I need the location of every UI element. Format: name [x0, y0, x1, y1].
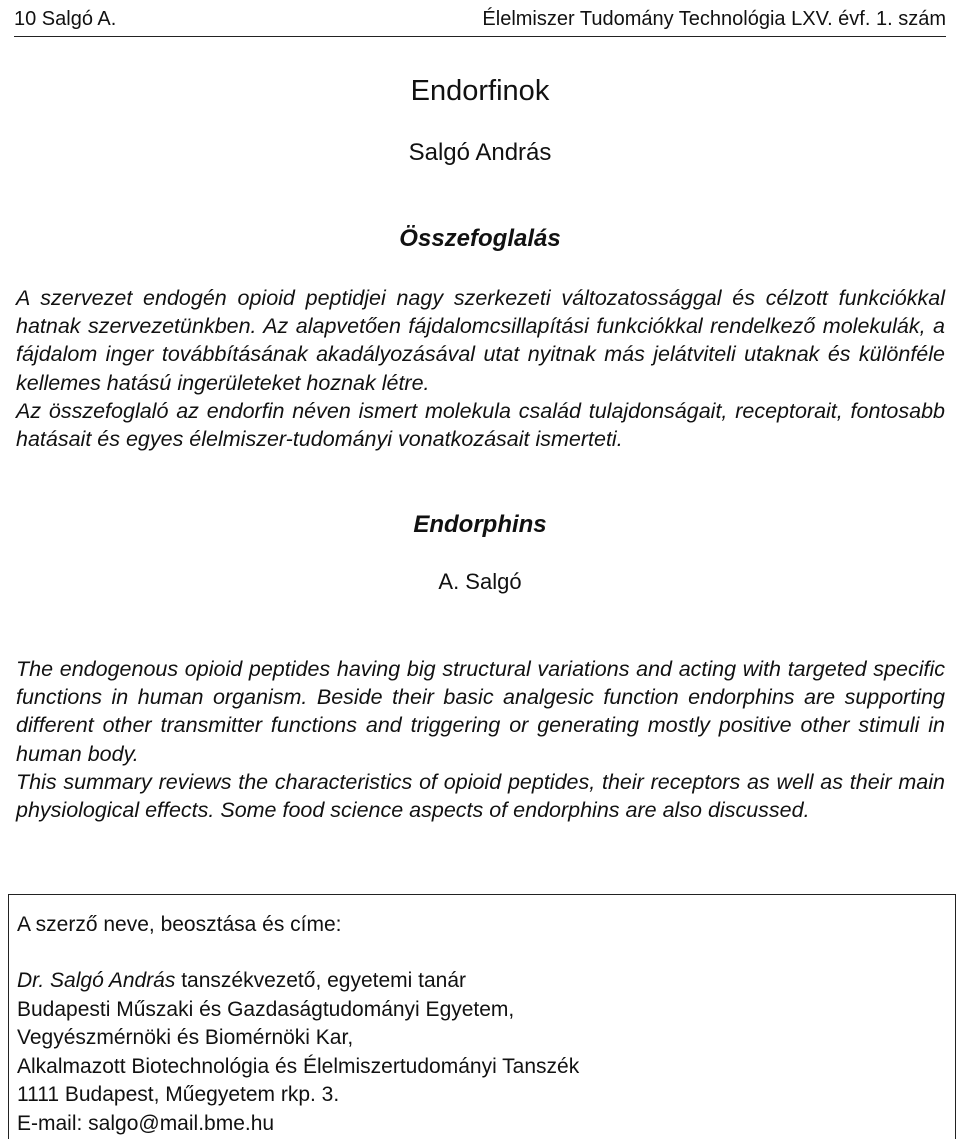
page-number-author: 10 Salgó A. [14, 8, 117, 30]
affiliation-department: Alkalmazott Biotechnológia és Élelmiszertudományi Tanszék [17, 1054, 580, 1078]
article-title-en: Endorphins [413, 511, 547, 538]
abstract-hu-paragraph-1: A szervezet endogén opioid peptidjei nagy szerkezeti változatossággal és célzott funkciókkal hatnak szervezetünkben. Az alapvetően fájdalomcsillapítási funkciókkal rendelkező molekulák, a fájdalom inger továbbításának akadályozásával utat nyitnak más jelátviteli utaknak és különféle kellemes hatású ingerületeket hoznak létre. [16, 286, 945, 395]
author-position: tanszékvezető, egyetemi tanár [175, 969, 467, 992]
abstract-en [16, 655, 945, 824]
author-name-line [17, 967, 579, 996]
abstract-heading-hu: Összefoglalás [399, 225, 561, 252]
author-info-lines [17, 967, 579, 1138]
affiliation-address: 1111 Budapest, Műegyetem rkp. 3. [17, 1083, 340, 1106]
affiliation-faculty: Vegyészmérnöki és Biomérnöki Kar, [17, 1026, 354, 1049]
author-info-box [8, 894, 956, 1139]
abstract-en-paragraph-2: This summary reviews the characteristics of opioid peptides, their receptors as well as their main physiological effects. Some food science aspects of endorphins are also discussed. [16, 769, 945, 823]
affiliation-university: Budapesti Műszaki és Gazdaságtudományi Egyetem, [17, 997, 515, 1021]
author-info-label: A szerző neve, beosztása és címe: [17, 913, 342, 936]
author-full-name: Dr. Salgó András [17, 969, 176, 992]
abstract-hu [16, 284, 945, 453]
author-email: E-mail: salgo@mail.bme.hu [17, 1111, 275, 1135]
author-name-en: A. Salgó [438, 569, 522, 594]
article-title-hu: Endorfinok [410, 75, 550, 107]
journal-name: Élelmiszer Tudomány Technológia LXV. évf. 1. szám [482, 8, 946, 30]
abstract-hu-paragraph-2: Az összefoglaló az endorfin néven ismert molekula család tulajdonságait, receptorait, fontosabb hatásait és egyes élelmiszer-tudományi vonatkozásait ismerteti. [16, 398, 945, 452]
author-name-hu: Salgó András [408, 139, 552, 166]
abstract-en-paragraph-1: The endogenous opioid peptides having big structural variations and acting with targeted specific functions in human organism. Beside their basic analgesic function endorphins are supporting different other transmitter functions and triggering or generating mostly positive other stimuli in human body. [16, 657, 945, 766]
running-header [14, 4, 946, 37]
